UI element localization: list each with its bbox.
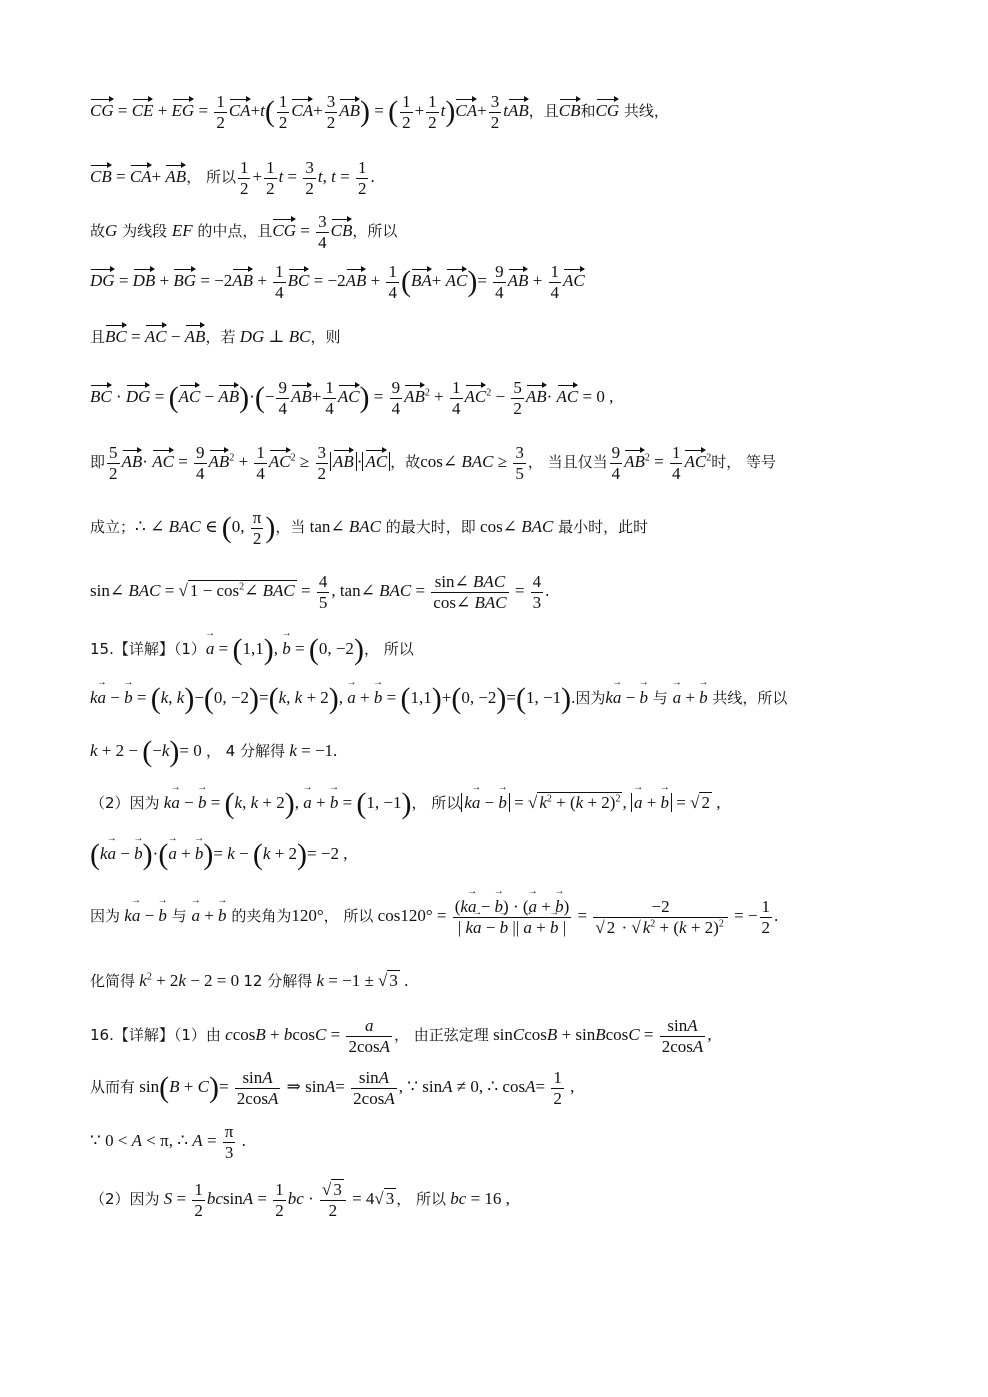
solution-line-5: 且BC = AC − AB，若 DG ⊥ BC，则: [90, 327, 341, 346]
solution-line-1: CG = CE + EG = $\frac{1}{2}$ CA+t( $\frac{1}{2}$ CA+ $\frac{3}{2}$ AB) = ( $\frac{1}{2}$ + $\frac{1}{2}$ t)CA+ $\frac{3}{2}$ tAB，且CB和CG 共线，: [90, 92, 669, 132]
solution-line-13: （2）因为 ka → − b → = (k, k + 2), a → + b → = (1, −1)， 所以 ka → − b → = √ $k^2 + (k + 2)^2$ , a → + b → = √ 2 ,: [90, 789, 720, 819]
solution-line-18: 从而有 sin(B + C)= $\frac{\sin A}{2\cos A}$ ⇒ sinA= $\frac{\sin A}{2\cos A}$ , ∵ sinA ≠ 0, ∴ cosA= $\frac{1}{2}$ ,: [90, 1068, 575, 1108]
solution-line-14: (ka → − b →)·(a → + b →)= k − (k + 2)= −2 ,: [90, 840, 347, 870]
solution-line-2: CB = CA+ AB， 所以 $\frac{1}{2}$ + $\frac{1}{2}$ t = $\frac{3}{2}$ t, t = $\frac{1}{2}$ .: [90, 158, 375, 198]
solution-line-20: （2）因为 S = $\frac{1}{2}$ bcsinA = $\frac{1}{2}$ bc · $\frac{√ 3}{2}$ = 4√ 3 ， 所以 bc = 16 ,: [90, 1180, 510, 1220]
solution-line-9: sin∠ BAC = √ $1 - \cos^2\angle$ BAC = $\frac{4}{5}$ , tan∠ BAC = $\frac{\text{sin∠ BAC}}{\text{cos∠ BAC}}$ = $\frac{4}{3}$ .: [90, 572, 550, 612]
solution-line-7: 即 $\frac{5}{2}$ AB· AC = $\frac{9}{4}$ $AB^2$ + $\frac{1}{4}$ $AC^2$ ≥ $\frac{3}{2}$ AB · AC ，故cos∠ BAC ≥ $\frac{3}{5}$ ， 当且仅当 $\frac{9}{4}$ $AB^2$ = $\frac{1}{4}$ $AC^2$时， 等号: [90, 443, 776, 483]
solution-line-4: DG = DB + BG = −2AB + $\frac{1}{4}$ BC = −2AB + $\frac{1}{4}$ (BA+ AC)= $\frac{9}{4}$ AB + $\frac{1}{4}$ AC: [90, 262, 585, 302]
problem-16-header: 16.【详解】（1）由 ccosB + bcosC = $\frac{a}{2\cos A}$ ， 由正弦定理 sinCcosB + sinBcosC = $\frac{\sin A}{2\cos A}$ ,: [90, 1016, 712, 1056]
solution-line-19: ∵ 0 < A < π, ∴ A = $\frac{\pi}{3}$ .: [90, 1122, 246, 1162]
problem-15-header: 15.【详解】（1）a → = (1,1), b → = (0, −2)， 所以: [90, 635, 414, 665]
solution-line-3: 故G 为线段 EF 的中点，且CG = $\frac{3}{4}$ CB，所以: [90, 212, 398, 252]
solution-line-15: 因为 ka → − b → 与 a → + b → 的夹角为120°， 所以 cos120° = $\frac{(ka \to - b \to) \cdot (a \to + b \to)}{| ka \to - b \to || a \to + b \to |}$ = $\frac{-2}{√ 2 \cdot √ k^2 + (k + 2)^2}$ = − $\frac{1}{2}$ .: [90, 897, 778, 937]
solution-line-8: 成立；∴ ∠ BAC ∈ (0, $\frac{\pi}{2}$ )，当 tan∠ BAC 的最大时，即 cos∠ BAC 最小时，此时: [90, 508, 649, 548]
solution-line-12: k + 2 − (−k)= 0 ， 4 分解得 k = −1.: [90, 735, 338, 768]
solution-line-6: BC · DG = (AC − AB)·(− $\frac{9}{4}$ AB+ $\frac{1}{4}$ AC) = $\frac{9}{4}$ $AB^2$ + $\frac{1}{4}$ $AC^2$ − $\frac{5}{2}$ AB· AC = 0 ,: [90, 378, 614, 418]
solution-line-11: ka → − b → = (k, k)−(0, −2)=(k, k + 2), a → + b → = (1,1)+(0, −2)=(1, −1).因为ka → − b → 与 a → + b → 共线，所以: [90, 684, 787, 714]
solution-line-16: 化简得 $k^2 + 2k - 2 = 0$ 12 分解得 k = −1 ± √ 3 .: [90, 971, 409, 990]
